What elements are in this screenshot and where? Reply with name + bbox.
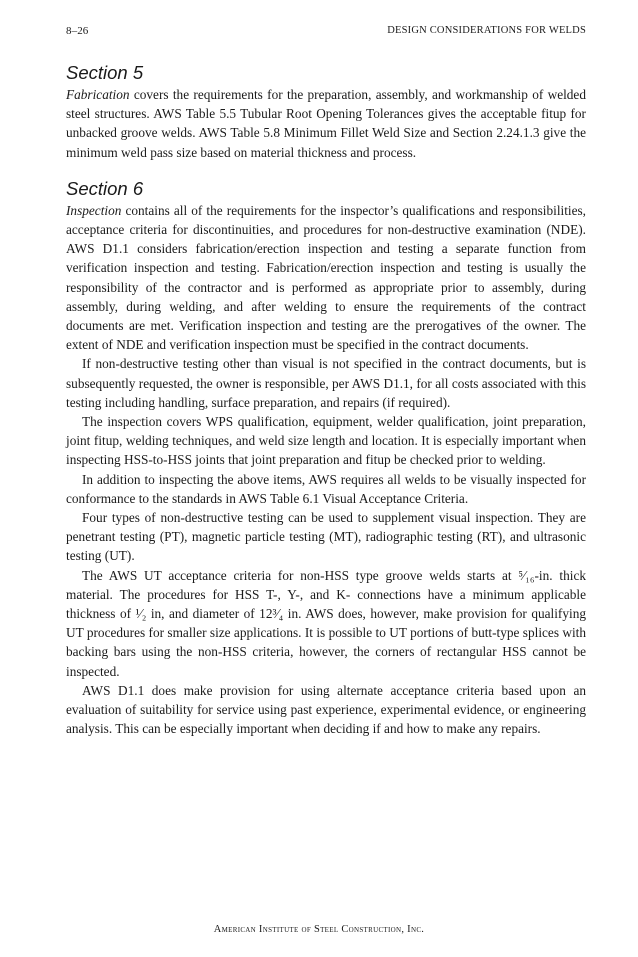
page-number: 8–26 xyxy=(66,25,89,37)
page-footer: American Institute of Steel Construction, Inc. xyxy=(213,924,425,935)
term-inspection: Inspection xyxy=(66,202,122,218)
section-6-paragraph-7: AWS D1.1 does make provision for using alternate acceptance criteria based upon an evaluation of suitability for service using past experience, experimental evidence, or engineering analysis. This can be especially important when deciding if and how to make any repairs. xyxy=(66,682,586,737)
section-6-paragraph-2: If non-destructive testing other than visual is not specified in the contract documents, but is subsequently requested, the owner is responsible, per AWS D1.1, for all costs associated with this testing including handling, surface preparation, and repairs (if required). xyxy=(66,356,586,410)
body-text xyxy=(66,62,586,739)
section-5-text: covers the requirements for the preparation, assembly, and workmanship of welded steel structures. AWS Table 5.5 Tubular Root Opening Tolerances gives the acceptable fitup for unbacked groove welds. AWS Table 5.8 Minimum Fillet Weld Size and Section 2.24.1.3 give the minimum weld pass size based on material thickness and process. xyxy=(66,87,586,160)
section-6-paragraph-5: Four types of non-destructive testing can be used to supplement visual inspection. They are penetrant testing (PT), magnetic particle testing (MT), radiographic testing (RT), and ultrasonic testing (UT). xyxy=(66,510,586,564)
section-6-paragraph-6: The AWS UT acceptance criteria for non-HSS type groove welds starts at ⁵⁄₁₆-in. thick material. The procedures for HSS T-, Y-, and K- connections have a minimum applicable thickness of ¹⁄₂ in, and diameter of 12³⁄₄ in. AWS does, however, make provision for qualifying UT procedures for smaller size applications. It is possible to UT portions of butt-type splices with backing bars using the non-HSS criteria, however, the corners of rectangular HSS cannot be inspected. xyxy=(66,567,586,679)
section-5-heading: Section 5 xyxy=(66,62,144,83)
term-fabrication: Fabrication xyxy=(66,87,130,102)
section-6-text-1: contains all of the requirements for the inspector’s qualifications and responsibilities, acceptance criteria for discontinuities, and procedures for non-destructive examination (NDE). AWS D1.1 considers fabrication/erection inspection and testing a separate function from verification inspection and testing. Fabrication/erection inspection and testing is usually the responsibility of the contractor and is performed as appropriate prior to assembly, during assembly, during welding, and after welding to ensure the requirements of the contract documents are met. Verification inspection and testing are the prerogatives of the owner. The extent of NDE and verification inspection must be specified in the contract documents. xyxy=(66,202,586,353)
section-6-heading: Section 6 xyxy=(66,177,144,199)
running-title: DESIGN CONSIDERATIONS FOR WELDS xyxy=(387,25,586,36)
section-6-paragraph-4: In addition to inspecting the above items, AWS requires all welds to be visually inspected for conformance to the standards in AWS Table 6.1 Visual Acceptance Criteria. xyxy=(66,471,586,506)
section-6-paragraph-1 xyxy=(66,201,586,355)
section-5-paragraph xyxy=(66,85,586,162)
section-6-paragraph-3: The inspection covers WPS qualification, equipment, welder qualification, joint preparation, joint fitup, welding techniques, and weld size length and location. It is especially important when inspecting HSS-to-HSS joints that joint preparation and fitup be checked prior to welding. xyxy=(66,414,586,468)
